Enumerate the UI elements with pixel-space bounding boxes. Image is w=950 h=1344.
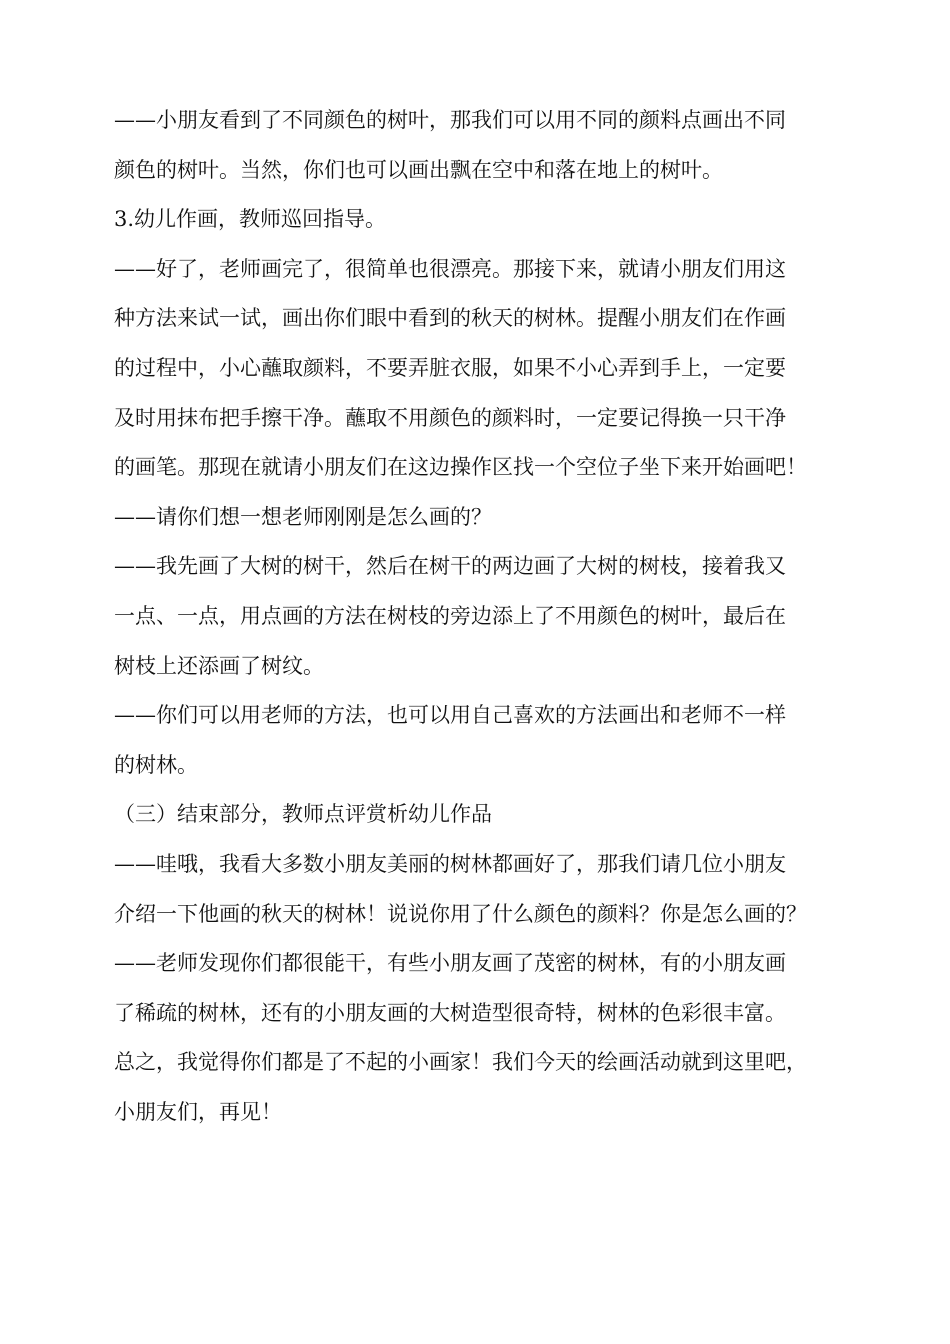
text-line: ——老师发现你们都很能干，有些小朋友画了茂密的树林，有的小朋友画 xyxy=(114,951,786,976)
text-line: 的过程中，小心蘸取颜料，不要弄脏衣服，如果不小心弄到手上，一定要 xyxy=(114,355,786,380)
text-line: ——小朋友看到了不同颜色的树叶，那我们可以用不同的颜料点画出不同 xyxy=(114,108,786,132)
text-line: 了稀疏的树林，还有的小朋友画的大树造型很奇特，树林的色彩很丰富。 xyxy=(114,1000,786,1025)
text-line: 小朋友们，再见！ xyxy=(114,1099,282,1124)
text-line: 的树林。 xyxy=(114,752,198,777)
document-body xyxy=(114,108,842,1124)
text-line: 颜色的树叶。当然，你们也可以画出飘在空中和落在地上的树叶。 xyxy=(114,157,723,182)
text-line: 树枝上还添画了树纹。 xyxy=(114,653,324,678)
text-line: 一点、一点，用点画的方法在树枝的旁边添上了不用颜色的树叶，最后在 xyxy=(114,603,786,628)
text-line: 种方法来试一试，画出你们眼中看到的秋天的树林。提醒小朋友们在作画 xyxy=(114,306,786,331)
text-line: ——好了，老师画完了，很简单也很漂亮。那接下来，就请小朋友们用这 xyxy=(114,256,786,281)
section-heading: （三）结束部分，教师点评赏析幼儿作品 xyxy=(114,802,492,827)
text-line: 的画笔。那现在就请小朋友们在这边操作区找一个空位子坐下来开始画吧！ xyxy=(114,455,807,480)
text-line: 介绍一下他画的秋天的树林！说说你用了什么颜色的颜料？你是怎么画的？ xyxy=(114,901,807,926)
text-line: 及时用抹布把手擦干净。蘸取不用颜色的颜料时，一定要记得换一只干净 xyxy=(114,405,786,430)
text-line: 总之，我觉得你们都是了不起的小画家！我们今天的绘画活动就到这里吧， xyxy=(114,1050,807,1075)
text-line: ——你们可以用老师的方法，也可以用自己喜欢的方法画出和老师不一样 xyxy=(114,703,786,728)
text-line: ——哇哦，我看大多数小朋友美丽的树林都画好了，那我们请几位小朋友 xyxy=(114,851,786,876)
section-heading: 3.幼儿作画，教师巡回指导。 xyxy=(114,207,387,232)
text-line: ——我先画了大树的树干，然后在树干的两边画了大树的树枝，接着我又 xyxy=(114,554,786,579)
text-line: ——请你们想一想老师刚刚是怎么画的？ xyxy=(114,504,492,529)
